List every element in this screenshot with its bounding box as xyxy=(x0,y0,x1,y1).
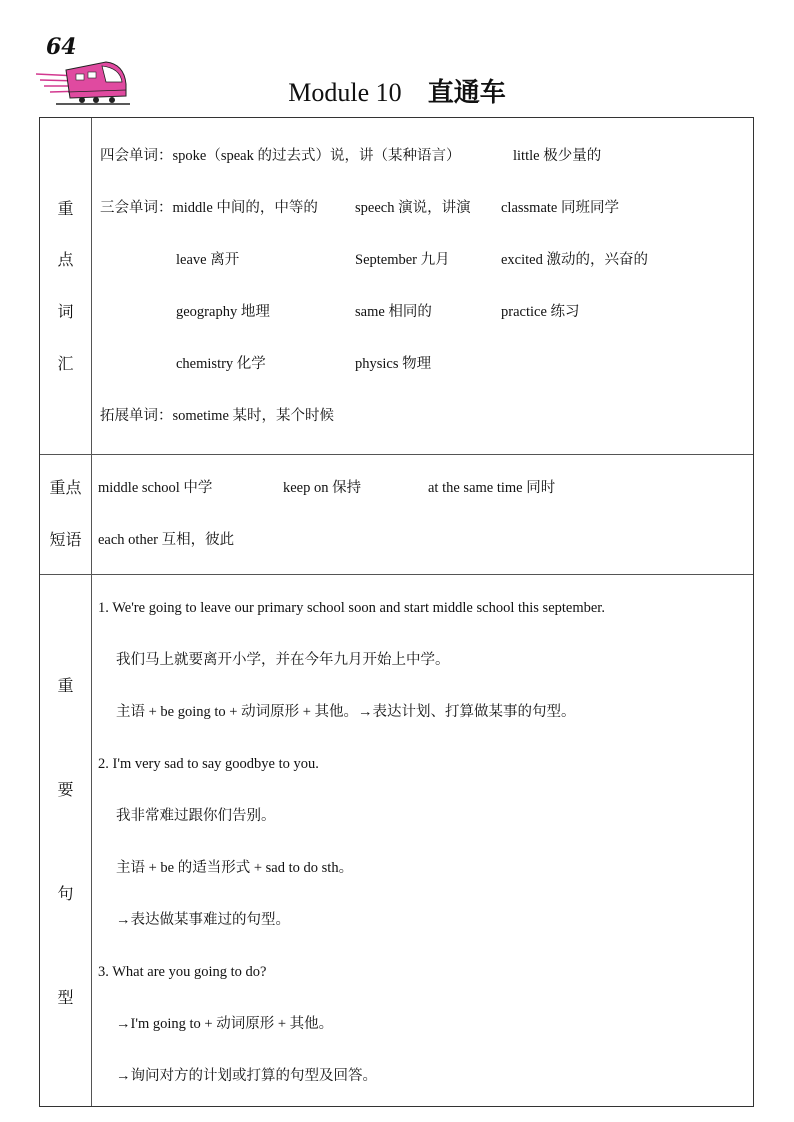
extended-prefix: 拓展单词： xyxy=(100,408,173,424)
sentence-line: 主语 + be going to + 动词原形 + 其他。→表达计划、打算做某事的句型。 xyxy=(116,704,576,720)
four-skill-prefix: 四会单词： xyxy=(100,148,173,164)
sentence-line: 1. We're going to leave our primary school soon and start middle school this september. xyxy=(98,600,605,616)
vocabulary-label xyxy=(40,118,92,454)
label-char: 重 xyxy=(57,199,74,218)
label-char: 短语 xyxy=(49,530,82,549)
vocab-item: chemistry 化学 xyxy=(176,356,266,372)
sentence-line: 我们马上就要离开小学，并在今年九月开始上中学。 xyxy=(116,652,450,668)
label-char: 重点 xyxy=(49,478,82,497)
sentences-content xyxy=(91,574,753,1106)
three-skill-prefix: 三会单词： xyxy=(100,200,173,216)
sentences-label xyxy=(40,574,92,1106)
title-module: Module 10 xyxy=(288,78,402,107)
sentence-line: 主语 + be 的适当形式 + sad to do sth。 xyxy=(116,860,354,876)
label-char: 型 xyxy=(57,988,74,1007)
sentence-line: 2. I'm very sad to say goodbye to you. xyxy=(98,756,319,772)
vocab-item: September 九月 xyxy=(355,252,450,268)
vocab-item: speech 演说，讲演 xyxy=(355,200,471,216)
vocabulary-content xyxy=(91,118,753,454)
page-title xyxy=(0,72,794,109)
title-chinese: 直通车 xyxy=(427,78,506,108)
phrases-content xyxy=(91,454,753,574)
vocab-item: same 相同的 xyxy=(355,304,432,320)
page-number: 64 xyxy=(46,34,77,60)
vocab-item: excited 激动的，兴奋的 xyxy=(501,252,648,268)
phrase-item: keep on 保持 xyxy=(283,480,362,496)
vocab-item: leave 离开 xyxy=(176,252,240,268)
vocab-item: classmate 同班同学 xyxy=(501,200,619,216)
vocab-item: spoke（speak 的过去式）说，讲（某种语言） xyxy=(172,148,461,164)
extended-row xyxy=(100,406,334,426)
three-skill-row xyxy=(100,198,318,218)
vocab-item: geography 地理 xyxy=(176,304,270,320)
sentence-line: →I'm going to + 动词原形 + 其他。 xyxy=(116,1016,334,1032)
label-char: 要 xyxy=(57,780,74,799)
vocab-item: physics 物理 xyxy=(355,356,432,372)
phrases-section xyxy=(40,454,753,575)
sentences-section xyxy=(40,574,753,1106)
phrase-item: each other 互相，彼此 xyxy=(98,532,235,548)
phrases-label xyxy=(40,454,92,574)
phrase-item: at the same time 同时 xyxy=(428,480,556,496)
label-char: 词 xyxy=(57,302,74,321)
sentence-line: →询问对方的计划或打算的句型及回答。 xyxy=(116,1068,377,1084)
label-char: 点 xyxy=(57,250,74,269)
sentence-line: 我非常难过跟你们告别。 xyxy=(116,808,276,824)
sentence-line: →表达做某事难过的句型。 xyxy=(116,912,290,928)
label-char: 句 xyxy=(57,884,74,903)
vocab-item: middle 中间的，中等的 xyxy=(172,200,318,216)
summary-table xyxy=(39,117,754,1107)
vocab-item: practice 练习 xyxy=(501,304,580,320)
phrase-item: middle school 中学 xyxy=(98,480,213,496)
sentence-line: 3. What are you going to do? xyxy=(98,964,267,980)
four-skill-row xyxy=(100,146,460,166)
label-char: 重 xyxy=(57,676,74,695)
label-char: 汇 xyxy=(57,354,74,373)
vocab-item: sometime 某时，某个时候 xyxy=(172,408,335,424)
vocab-item: little 极少量的 xyxy=(513,148,602,164)
vocabulary-section xyxy=(40,118,753,455)
